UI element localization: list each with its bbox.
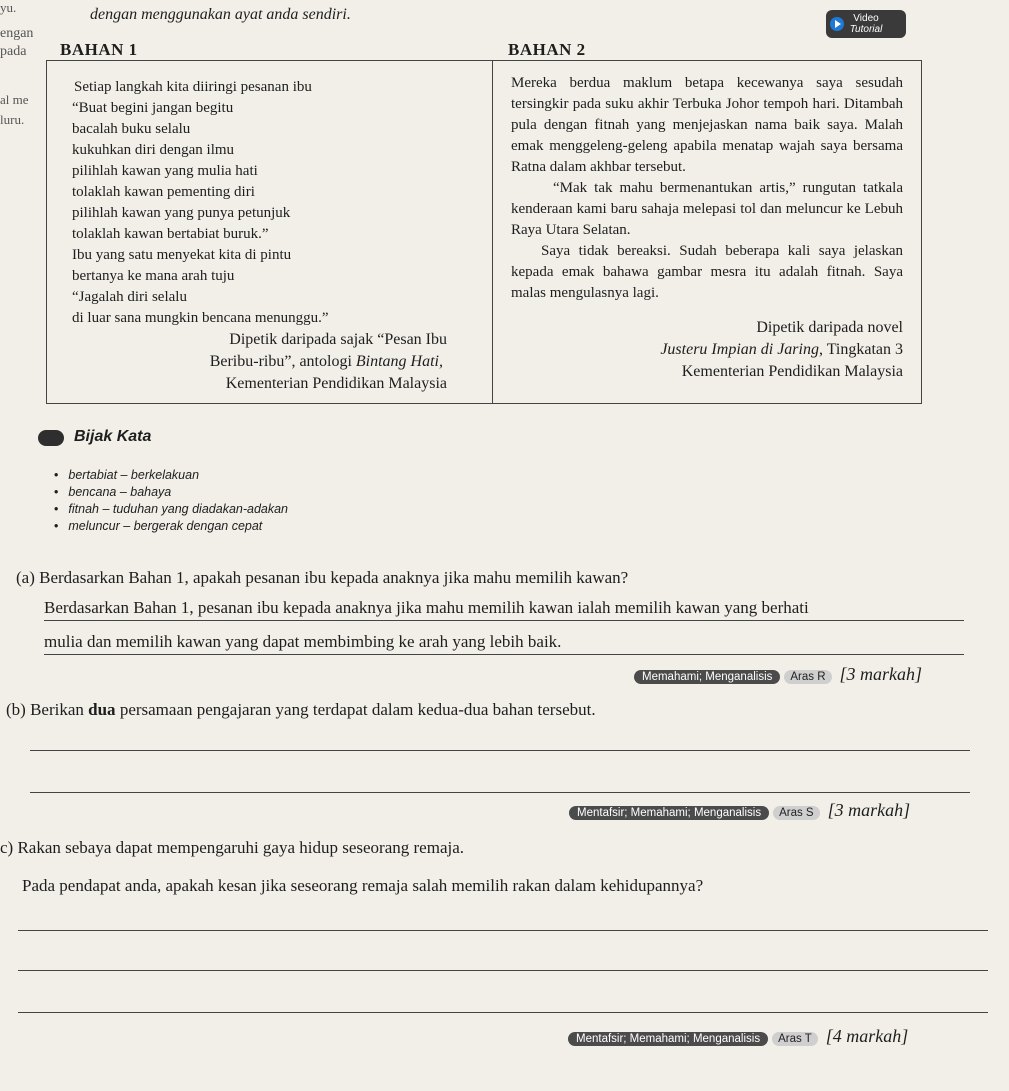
question-c-intro: c) Rakan sebaya dapat mempengaruhi gaya hidup seseorang remaja.	[0, 838, 465, 857]
skills-pill: Memahami; Menganalisis	[634, 670, 780, 684]
poem-line: Setiap langkah kita diiringi pesanan ibu	[74, 79, 312, 95]
instruction-fragment: dengan menggunakan ayat anda sendiri.	[90, 6, 351, 23]
answer-line	[18, 930, 988, 931]
bijak-kata-list	[46, 467, 288, 535]
source-line: Kementerian Pendidikan Malaysia	[681, 363, 903, 380]
list-item: • bertabiat – berkelakuan	[54, 467, 288, 484]
poem-line: di luar sana mungkin bencana menunggu.”	[72, 310, 329, 326]
video-tutorial-badge[interactable]	[826, 10, 906, 38]
answer-line	[44, 654, 964, 655]
poem-line: bertanya ke mana arah tuju	[72, 268, 235, 284]
list-item: • fitnah – tuduhan yang diadakan-adakan	[54, 501, 288, 518]
poem-line: Ibu yang satu menyekat kita di pintu	[72, 247, 292, 263]
answer-line	[30, 750, 970, 751]
bahan2-source	[513, 317, 903, 383]
level-pill: Aras T	[772, 1032, 818, 1046]
poem-line: “Jagalah diri selalu	[72, 289, 187, 305]
question-c: Pada pendapat anda, apakah kesan jika seseorang remaja salah memilih rakan dalam kehidupannya?	[22, 876, 704, 895]
bahan1-title: BAHAN 1	[60, 40, 138, 59]
bahan2-paragraph: Saya tidak bereaksi. Sudah beberapa kali saya jelaskan kepada emak bahawa gambar mesra itu adalah fitnah. Saya malas mengulasnya lagi.	[511, 243, 903, 301]
bahan1-poem	[72, 77, 329, 329]
marks: [4 markah]	[825, 1026, 909, 1046]
bijak-kata-icon	[38, 430, 64, 446]
margin-fragment: engan	[0, 26, 34, 41]
skills-row-b	[569, 800, 910, 821]
answer-line	[30, 792, 970, 793]
poem-line: “Buat begini jangan begitu	[72, 100, 234, 116]
skills-row-a	[634, 664, 922, 685]
answer-line	[44, 620, 964, 621]
level-pill: Aras R	[784, 670, 831, 684]
source-line: Dipetik daripada sajak “Pesan Ibu	[229, 331, 447, 348]
list-item: • bencana – bahaya	[54, 484, 288, 501]
marks: [3 markah]	[827, 800, 911, 820]
video-badge-line1: Video	[853, 13, 879, 24]
bahan2-box	[492, 60, 922, 404]
answer-line	[18, 1012, 988, 1013]
marks: [3 markah]	[839, 664, 923, 684]
poem-line: bacalah buku selalu	[72, 121, 191, 137]
source-line: Kementerian Pendidikan Malaysia	[225, 375, 447, 392]
margin-fragment: luru.	[0, 112, 25, 127]
margin-fragment: pada	[0, 44, 27, 59]
bahan2-paragraph: “Mak tak mahu bermenantukan artis,” rungutan tatkala kenderaan kami baru sahaja melepasi tol dan meluncur ke Lebuh Raya Utara Selatan.	[511, 180, 903, 238]
skills-pill: Mentafsir; Memahami; Menganalisis	[568, 1032, 768, 1046]
bahan2-text	[511, 73, 903, 304]
poem-line: pilihlah kawan yang mulia hati	[72, 163, 258, 179]
bahan2-paragraph: Mereka berdua maklum betapa kecewanya saya sesudah tersingkir pada suku akhir Terbuka Johor tempoh hari. Ditambah pula dengan fitnah yang menjejaskan nama baik saya. Malah emak menggeleng-geleng apabila menatap wajah saya bersama Ratna dalam akhbar tersebut.	[511, 75, 903, 175]
answer-a-line1: Berdasarkan Bahan 1, pesanan ibu kepada anaknya jika mahu memilih kawan ialah memilih kawan yang berhati	[44, 598, 809, 617]
poem-line: tolaklah kawan bertabiat buruk.”	[72, 226, 269, 242]
source-line: Beribu-ribu”, antologi Bintang Hati,	[209, 353, 443, 370]
poem-line: pilihlah kawan yang punya petunjuk	[72, 205, 291, 221]
source-line: Dipetik daripada novel	[756, 319, 903, 336]
source-line: Justeru Impian di Jaring, Tingkatan 3	[660, 341, 903, 358]
bijak-kata-title: Bijak Kata	[74, 428, 152, 445]
bahan2-title: BAHAN 2	[508, 40, 586, 59]
play-icon	[830, 17, 844, 31]
answer-a-line2: mulia dan memilih kawan yang dapat membimbing ke arah yang lebih baik.	[44, 632, 562, 651]
question-b: (b) Berikan dua persamaan pengajaran yang terdapat dalam kedua-dua bahan tersebut.	[6, 700, 596, 719]
bahan1-source	[167, 329, 467, 395]
level-pill: Aras S	[773, 806, 820, 820]
skills-row-c	[568, 1026, 908, 1047]
poem-line: tolaklah kawan pementing diri	[72, 184, 255, 200]
poem-line: kukuhkan diri dengan ilmu	[72, 142, 235, 158]
bahan1-box	[46, 60, 493, 404]
list-item: • meluncur – bergerak dengan cepat	[54, 518, 288, 535]
margin-fragment: yu.	[0, 0, 17, 15]
answer-line	[18, 970, 988, 971]
question-a: (a) Berdasarkan Bahan 1, apakah pesanan ibu kepada anaknya jika mahu memilih kawan?	[16, 568, 629, 587]
skills-pill: Mentafsir; Memahami; Menganalisis	[569, 806, 769, 820]
margin-fragment: al me	[0, 92, 29, 107]
video-badge-line2: Tutorial	[849, 24, 883, 35]
